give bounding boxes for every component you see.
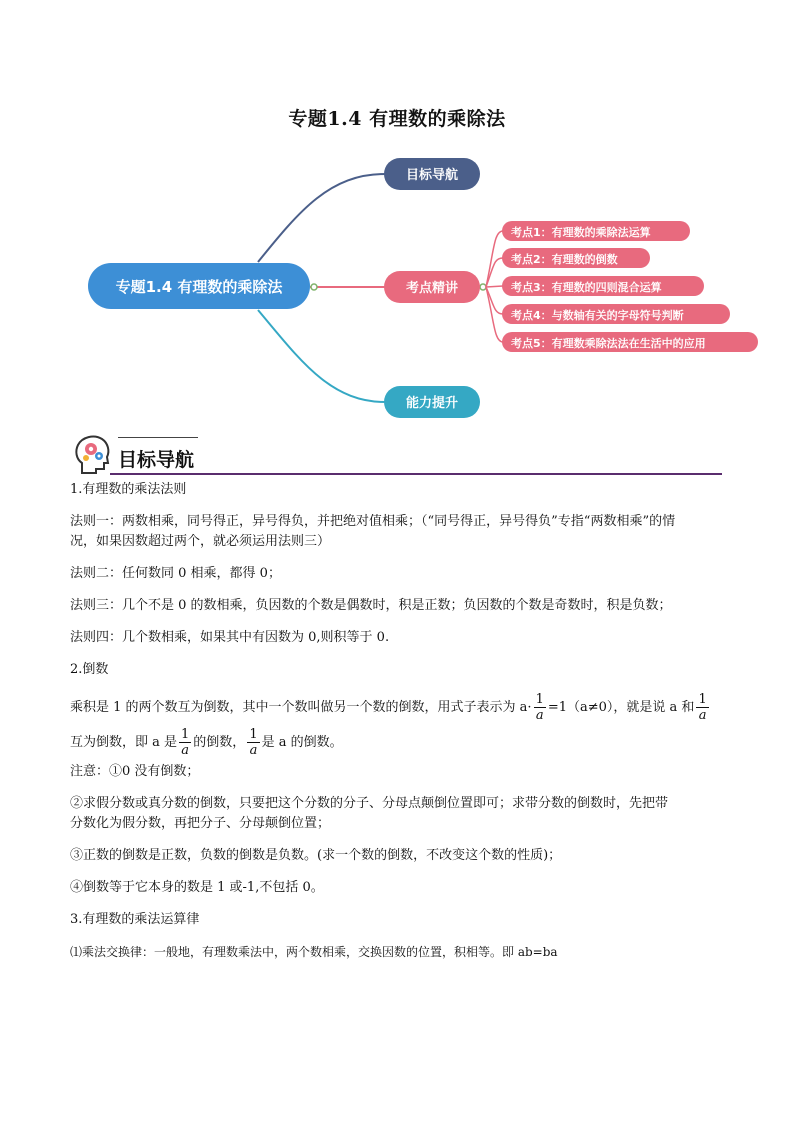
mindmap-leaf-kaodian-3 [502, 276, 704, 296]
fraction-denominator: a [181, 743, 190, 758]
note-2-line-2: 分数化为假分数，再把分子、分母颠倒位置； [70, 816, 331, 831]
fraction-numerator: 1 [698, 692, 707, 707]
mind-map [0, 150, 794, 420]
mindmap-leaf-kaodian-4 [502, 304, 730, 324]
rule-4: 法则四：几个数相乘，如果其中有因数为 0,则积等于 0. [70, 630, 390, 645]
leaf-label: 考点1：有理数的乘除法运算 [511, 226, 651, 239]
fraction-numerator: 1 [181, 727, 190, 742]
mindmap-branch-label: 能力提升 [405, 396, 459, 411]
note-1: 注意：①0 没有倒数； [70, 764, 200, 779]
text-run: 互为倒数，即 a 是 [70, 735, 178, 750]
mindmap-root-node [88, 263, 310, 309]
reciprocal-definition-line-2 [70, 727, 724, 758]
mindmap-leaf-kaodian-5 [502, 332, 758, 352]
fraction-1-over-a [696, 692, 708, 723]
rule-3: 法则三：几个不是 0 的数相乘，负因数的个数是偶数时，积是正数；负因数的个数是奇数时，积是负数； [70, 598, 672, 613]
heading-multiplication-laws: 3.有理数的乘法运算律 [70, 912, 200, 927]
note-4: ④倒数等于它本身的数是 1 或-1,不包括 0。 [70, 880, 324, 895]
text-run: 的倒数， [193, 735, 246, 750]
rule-2: 法则二：任何数同 0 相乘，都得 0； [70, 566, 281, 581]
connector-nav [258, 174, 385, 262]
fraction-denominator: a [535, 708, 544, 723]
text-run: =1（a≠0），就是说 a 和 [547, 700, 695, 715]
text-run: 乘积是 1 的两个数互为倒数，其中一个数叫做另一个数的倒数，用式子表示为 a· [70, 700, 532, 715]
section-divider [110, 473, 722, 475]
text-run: 是 a 的倒数。 [261, 735, 343, 750]
leaf-label: 考点5：有理数乘除法法在生活中的应用 [511, 337, 706, 350]
leaf-label: 考点3：有理数的四则混合运算 [511, 281, 662, 294]
content-body [70, 480, 724, 974]
mindmap-leaf-kaodian-2 [502, 248, 650, 268]
mindmap-branch-kao [384, 271, 480, 303]
reciprocal-definition-line-1 [70, 692, 724, 723]
fraction-1-over-a [247, 727, 259, 758]
law-commutative: ⑴乘法交换律：一般地，有理数乘法中，两个数相乘，交换因数的位置，积相等。即 ab=ba [70, 945, 558, 959]
mindmap-branch-neng [384, 386, 480, 418]
mindmap-branch-nav [384, 158, 480, 190]
fraction-denominator: a [249, 743, 258, 758]
section-title: 目标导航 [118, 449, 195, 471]
heading-multiplication-rules: 1.有理数的乘法法则 [70, 482, 187, 497]
section-header [70, 433, 722, 475]
mindmap-branch-label: 考点精讲 [405, 281, 459, 296]
fraction-numerator: 1 [249, 727, 258, 742]
note-2-line-1: ②求假分数或真分数的倒数，只要把这个分数的分子、分母点颠倒位置即可；求带分数的倒数时，先把带 [70, 796, 669, 811]
page-title: 专题1.4 有理数的乘除法 [288, 108, 506, 130]
head-gears-icon [72, 433, 112, 475]
rule-1-line-2: 况，如果因数超过两个，就必须运用法则三） [70, 534, 331, 549]
mindmap-root-label: 专题1.4 有理数的乘除法 [115, 278, 283, 296]
connector-neng [258, 310, 385, 402]
mindmap-branch-label: 目标导航 [405, 168, 459, 183]
fraction-numerator: 1 [535, 692, 544, 707]
rule-1-line-1: 法则一：两数相乘，同号得正，异号得负，并把绝对值相乘；（“同号得正，异号得负”专指“两数相乘”的情 [70, 514, 676, 529]
fraction-1-over-a [179, 727, 191, 758]
note-3: ③正数的倒数是正数，负数的倒数是负数。(求一个数的倒数，不改变这个数的性质)； [70, 848, 562, 863]
leaf-label: 考点2：有理数的倒数 [511, 253, 618, 266]
fraction-denominator: a [698, 708, 707, 723]
leaf-label: 考点4：与数轴有关的字母符号判断 [511, 309, 684, 322]
fraction-1-over-a [534, 692, 546, 723]
mindmap-leaf-kaodian-1 [502, 221, 690, 241]
heading-reciprocal: 2.倒数 [70, 662, 109, 677]
